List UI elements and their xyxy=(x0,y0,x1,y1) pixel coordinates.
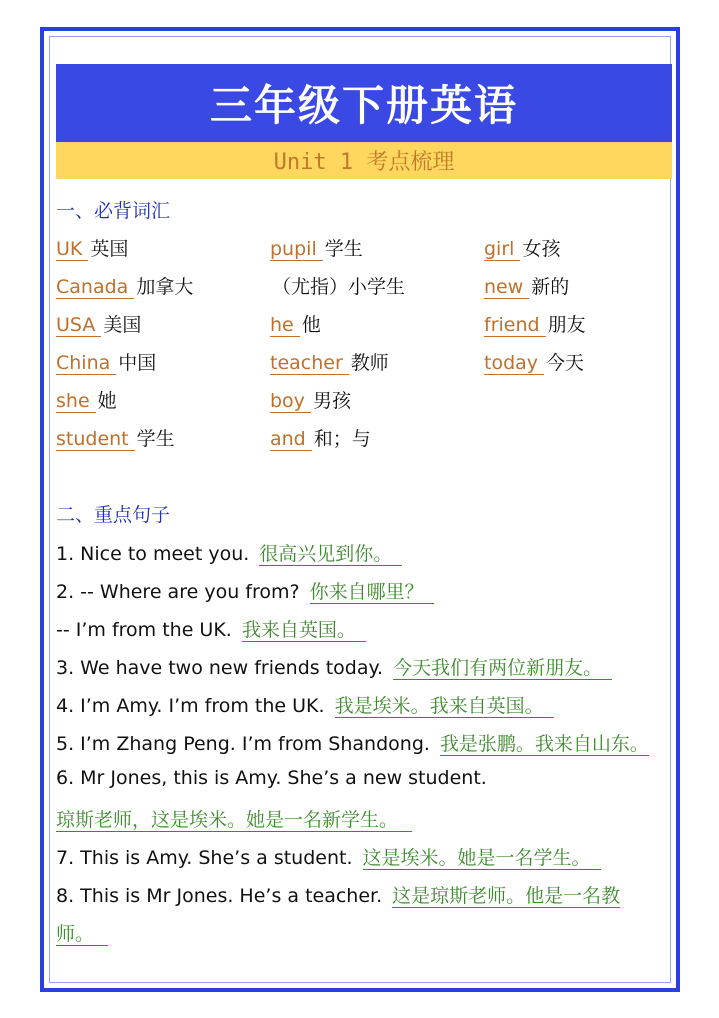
vocab-zh: 女孩 xyxy=(522,238,561,260)
sentence-en: 6. Mr Jones, this is Amy. She’s a new student. xyxy=(56,767,487,789)
vocab-zh: 新的 xyxy=(531,276,570,298)
vocab-en: new xyxy=(484,276,529,299)
sentence-zh: 这是琼斯老师。他是一名教 xyxy=(392,885,621,907)
page-title: 三年级下册英语 xyxy=(56,64,672,142)
sentence-zh: 琼斯老师，这是埃米。她是一名新学生。 xyxy=(56,809,412,832)
sentence-row xyxy=(56,767,487,789)
vocab-zh: 中国 xyxy=(118,352,157,374)
vocab-item xyxy=(484,310,586,337)
sentence-en: 4. I’m Amy. I’m from the UK. xyxy=(56,695,325,717)
vocab-zh: 和；与 xyxy=(313,428,371,450)
sentence-row xyxy=(56,843,601,870)
vocab-item xyxy=(270,386,351,413)
unit-subtitle: Unit 1 考点梳理 xyxy=(56,142,672,179)
sentence-zh: 我来自英国。 xyxy=(242,619,366,642)
vocab-heading: 一、必背词汇 xyxy=(56,200,171,222)
sentence-row xyxy=(56,729,649,756)
sentence-zh: 我是埃米。我来自英国。 xyxy=(335,695,554,718)
vocab-item xyxy=(484,348,584,375)
vocab-en: she xyxy=(56,390,96,413)
vocab-en: girl xyxy=(484,238,520,261)
sentence-en: -- I’m from the UK. xyxy=(56,619,232,641)
vocab-item xyxy=(56,310,141,337)
vocab-item xyxy=(270,310,321,337)
vocab-zh: 美国 xyxy=(103,314,142,336)
vocab-item xyxy=(484,272,569,299)
vocab-item xyxy=(270,234,363,261)
sentence-zh: 今天我们有两位新朋友。 xyxy=(393,657,612,680)
sentence-zh-cont: 师。 xyxy=(56,923,108,946)
vocab-zh: 教师 xyxy=(350,352,389,374)
page-frame xyxy=(40,27,680,992)
vocab-en: boy xyxy=(270,390,311,413)
sentences-heading: 二、重点句子 xyxy=(56,504,171,526)
vocab-en: he xyxy=(270,314,300,337)
vocab-item xyxy=(270,348,389,375)
vocab-en: student xyxy=(56,428,135,451)
vocab-item xyxy=(270,272,405,299)
sentence-zh: 这是埃米。她是一名学生。 xyxy=(363,847,601,870)
sentence-row xyxy=(56,653,612,680)
sentence-zh: 你来自哪里？ xyxy=(310,581,434,604)
vocab-zh: 她 xyxy=(97,390,117,412)
sentence-row xyxy=(56,539,402,566)
vocab-en: China xyxy=(56,352,116,375)
sentence-en: 2. -- Where are you from? xyxy=(56,581,300,603)
vocab-en: Canada xyxy=(56,276,134,299)
sentence-en: 8. This is Mr Jones. He’s a teacher. xyxy=(56,885,383,907)
sentence-translation-line xyxy=(56,919,108,946)
vocab-zh: 朋友 xyxy=(547,314,586,336)
vocab-zh: 学生 xyxy=(136,428,175,450)
vocab-item xyxy=(270,424,371,451)
vocab-zh: 他 xyxy=(301,314,321,336)
sentence-en: 1. Nice to meet you. xyxy=(56,543,250,565)
vocab-en: friend xyxy=(484,314,546,337)
vocab-item xyxy=(56,272,193,299)
vocab-en: pupil xyxy=(270,238,323,261)
vocab-en: UK xyxy=(56,238,88,261)
sentence-zh: 我是张鹏。我来自山东。 xyxy=(439,733,649,755)
vocab-zh: 今天 xyxy=(546,352,585,374)
vocab-item xyxy=(56,234,128,261)
vocab-zh: 学生 xyxy=(324,238,363,260)
vocab-item xyxy=(56,386,117,413)
sentence-row xyxy=(56,881,620,908)
vocab-en: today xyxy=(484,352,544,375)
vocab-zh: 英国 xyxy=(90,238,129,260)
sentence-en: 5. I’m Zhang Peng. I’m from Shandong. xyxy=(56,733,430,755)
vocab-item xyxy=(56,348,156,375)
sentence-row xyxy=(56,615,366,642)
vocab-zh: 男孩 xyxy=(312,390,351,412)
sentence-en: 3. We have two new friends today. xyxy=(56,657,384,679)
sentence-row xyxy=(56,691,554,718)
sentence-zh: 很高兴见到你。 xyxy=(259,543,402,566)
vocab-en: USA xyxy=(56,314,101,337)
vocab-en: and xyxy=(270,428,312,451)
vocab-item xyxy=(484,234,560,261)
vocab-zh: （尤指）小学生 xyxy=(272,276,406,298)
sentence-row xyxy=(56,577,434,604)
sentence-en: 7. This is Amy. She’s a student. xyxy=(56,847,353,869)
vocab-zh: 加拿大 xyxy=(136,276,194,298)
vocab-item xyxy=(56,424,175,451)
vocab-en: teacher xyxy=(270,352,349,375)
sentence-translation-line xyxy=(56,805,412,832)
